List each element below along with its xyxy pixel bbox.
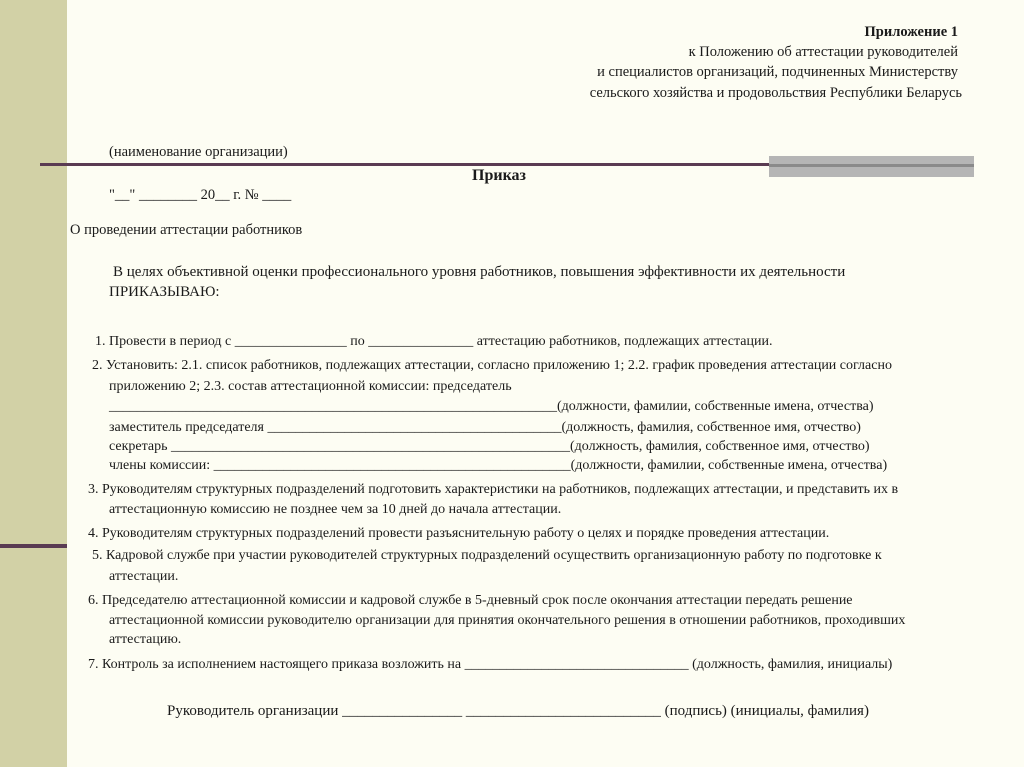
item-2-line-3: ________________________________________________________________(должности, фамилии, собственные имена, отчества) xyxy=(109,399,874,414)
item-5-line-2: аттестации. xyxy=(109,569,179,584)
order-title: Приказ xyxy=(472,167,526,184)
item-2-line-6: члены комиссии: ___________________________________________________(должности, фамилии, собственные имена, отчества) xyxy=(109,458,888,473)
item-5-line-1: 5. Кадровой службе при участии руководителей структурных подразделений осуществить организационную работу по подготовке к xyxy=(92,548,882,563)
preamble-line-1: В целях объективной оценки профессионального уровня работников, повышения эффективности их деятельности xyxy=(113,264,846,280)
appendix-line-2: и специалистов организаций, подчиненных Министерству xyxy=(597,64,958,80)
appendix-line-1: к Положению об аттестации руководителей xyxy=(688,44,958,60)
appendix-line-3: сельского хозяйства и продовольствия Республики Беларусь xyxy=(589,85,962,101)
order-date-line: "__" ________ 20__ г. № ____ xyxy=(109,187,292,203)
item-3-line-2: аттестационную комиссию не позднее чем за 10 дней до начала аттестации. xyxy=(109,502,562,517)
item-2-line-5: секретарь _________________________________________________________(должность, фамилия, собственное имя, отчество) xyxy=(109,439,870,454)
item-2-line-1: 2. Установить: 2.1. список работников, подлежащих аттестации, согласно приложению 1; 2.2. график проведения аттестации согласно xyxy=(92,358,892,373)
item-4: 4. Руководителям структурных подразделений провести разъяснительную работу о целях и порядке проведения аттестации. xyxy=(88,526,830,541)
item-2-line-4: заместитель председателя __________________________________________(должность, фамилия, собственное имя, отчество) xyxy=(109,420,861,435)
item-1: 1. Провести в период с ________________ по _______________ аттестацию работников, подлежащих аттестации. xyxy=(95,334,773,349)
item-6-line-1: 6. Председателю аттестационной комиссии и кадровой службе в 5-дневный срок после окончания аттестации передать решение xyxy=(88,593,853,608)
left-decorative-strip xyxy=(0,0,67,767)
item-6-line-2: аттестационной комиссии руководителю организации для принятия окончательного решения в отношении работников, проходивших xyxy=(109,613,906,628)
appendix-title: Приложение 1 xyxy=(864,24,958,40)
signature-line: Руководитель организации ________________ __________________________ (подпись) (инициалы, фамилия) xyxy=(167,703,869,719)
item-6-line-3: аттестацию. xyxy=(109,632,182,647)
preamble-line-2: ПРИКАЗЫВАЮ: xyxy=(109,284,220,300)
item-7: 7. Контроль за исполнением настоящего приказа возложить на ________________________________ (должность, фамилия, инициалы) xyxy=(88,657,893,672)
gray-block-line xyxy=(769,164,974,167)
strip-divider xyxy=(0,544,67,548)
item-2-line-2: приложению 2; 2.3. состав аттестационной комиссии: председатель xyxy=(109,379,512,394)
item-3-line-1: 3. Руководителям структурных подразделений подготовить характеристики на работников, подлежащих аттестации, и представить их в xyxy=(88,482,899,497)
order-subject: О проведении аттестации работников xyxy=(70,222,303,238)
org-name-caption: (наименование организации) xyxy=(109,144,288,160)
